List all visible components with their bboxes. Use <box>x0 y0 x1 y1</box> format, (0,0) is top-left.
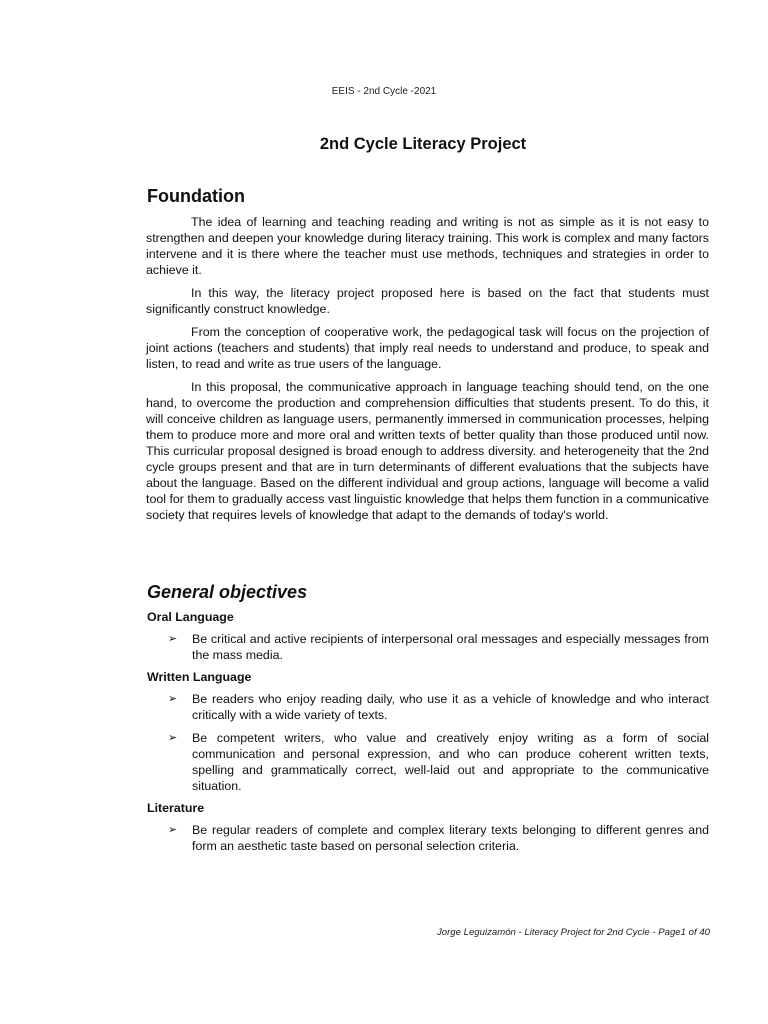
written-language-heading: Written Language <box>147 670 252 684</box>
list-item-text: Be critical and active recipients of interpersonal oral messages and especially messages from the mass media. <box>192 632 709 662</box>
list-item <box>146 730 709 794</box>
list-item-text: Be readers who enjoy reading daily, who use it as a vehicle of knowledge and who interact critically with a wide variety of texts. <box>192 692 709 722</box>
objectives-heading: General objectives <box>147 582 308 602</box>
arrow-bullet-icon: ➢ <box>168 633 178 645</box>
literature-list <box>146 822 709 854</box>
foundation-paragraph: In this proposal, the communicative approach in language teaching should tend, on the one hand, to overcome the production and comprehension difficulties that students present. To do this, it will conceive children as language users, permanently immersed in communication processes, helping them to produce more and more oral and written texts of better quality than those produced until now. This curricular proposal designed is broad enough to address diversity. and heterogeneity that the 2nd cycle groups present and that are in turn determinants of different evaluations that the subjects have about the language. Based on the different individual and group actions, language will become a valid tool for them to gradually access vast linguistic knowledge that helps them function in a communicative society that requires levels of knowledge that adapt to the demands of today's world. <box>146 380 709 522</box>
list-item <box>146 691 709 723</box>
list-item <box>146 822 709 854</box>
section-spacer <box>146 530 709 582</box>
list-item-text: Be competent writers, who value and creatively enjoy writing as a form of social communication and personal expression, and who can produce coherent written texts, spelling and grammatically correct, well-laid out and appropriate to the communicative situation. <box>192 731 709 793</box>
page-content <box>146 186 709 861</box>
running-footer: Jorge Leguizamón - Literacy Project for 2nd Cycle - Page1 of 40 <box>436 927 710 938</box>
arrow-bullet-icon: ➢ <box>168 824 178 836</box>
literature-heading: Literature <box>147 801 205 815</box>
running-header: EEIS - 2nd Cycle -2021 <box>331 86 437 97</box>
document-title: 2nd Cycle Literacy Project <box>319 135 527 153</box>
oral-language-heading: Oral Language <box>147 610 234 624</box>
list-item <box>146 631 709 663</box>
arrow-bullet-icon: ➢ <box>168 693 178 705</box>
oral-language-list <box>146 631 709 663</box>
list-item-text: Be regular readers of complete and complex literary texts belonging to different genres and form an aesthetic taste based on personal selection criteria. <box>192 823 709 853</box>
foundation-paragraph: The idea of learning and teaching reading and writing is not as simple as it is not easy to strengthen and deepen your knowledge during literacy training. This work is complex and many factors intervene and it is there where the teacher must use methods, techniques and strategies in order to achieve it. <box>146 215 709 277</box>
foundation-paragraph: In this way, the literacy project proposed here is based on the fact that students must significantly construct knowledge. <box>146 286 709 316</box>
arrow-bullet-icon: ➢ <box>168 732 178 744</box>
written-language-list <box>146 691 709 794</box>
foundation-heading: Foundation <box>147 186 245 206</box>
foundation-paragraph: From the conception of cooperative work, the pedagogical task will focus on the projection of joint actions (teachers and students) that imply real needs to understand and produce, to speak and listen, to read and write as true users of the language. <box>146 325 709 371</box>
